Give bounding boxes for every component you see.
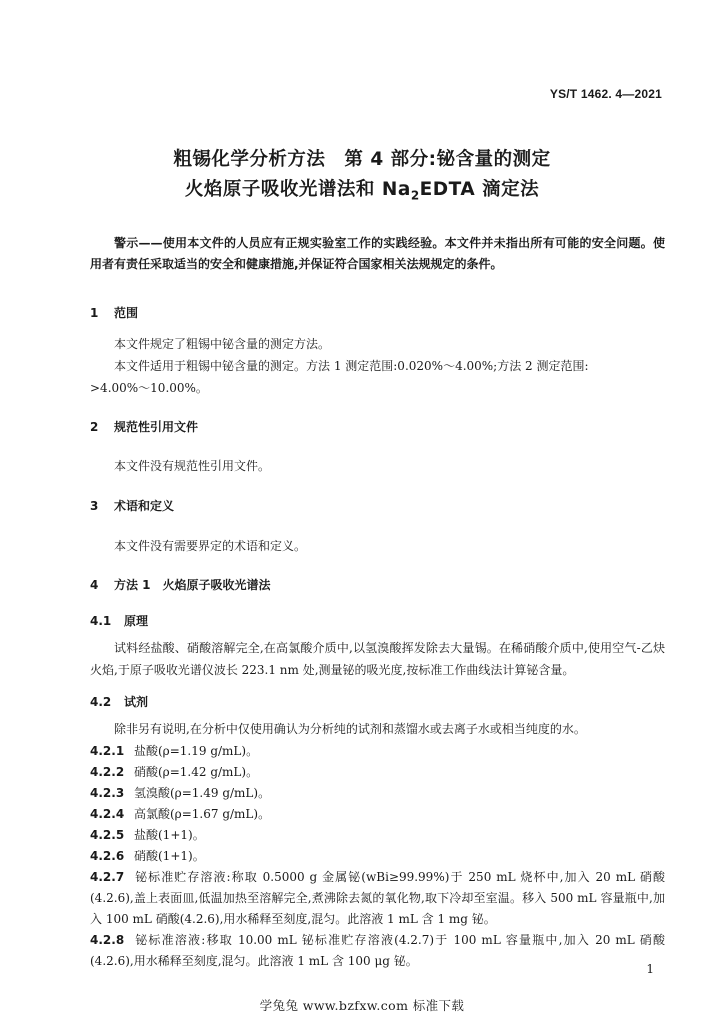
section-4-number: 4 [90, 578, 99, 592]
reagent-item [90, 783, 665, 804]
title-line-2 [0, 175, 724, 203]
section-2-heading [90, 418, 198, 435]
reagent-text: 盐酸(1+1)。 [134, 828, 205, 842]
section-4-2-heading [90, 693, 148, 710]
title-subscript: 2 [410, 188, 420, 203]
reagent-text: 高氯酸(ρ=1.67 g/mL)。 [134, 807, 271, 821]
section-4-title: 方法 1 火焰原子吸收光谱法 [114, 578, 271, 592]
reagent-text: 铋标准溶液:移取 10.00 mL 铋标准贮存溶液(4.2.7)于 100 mL 容量瓶中,加入 20 mL 硝酸(4.2.6),用水稀释至刻度,混匀。此溶液 1 mL 含 100 μg 铋。 [90, 933, 665, 968]
reagent-text: 盐酸(ρ=1.19 g/mL)。 [134, 744, 259, 758]
reagent-item [90, 846, 665, 867]
reagent-number: 4.2.4 [90, 807, 125, 821]
section-4-heading [90, 576, 271, 593]
section-3-number: 3 [90, 499, 99, 513]
title-line-2-post: EDTA 滴定法 [419, 179, 540, 200]
reagent-number: 4.2.8 [90, 933, 125, 947]
section-2-title: 规范性引用文件 [114, 420, 199, 434]
section-1-para-2: 本文件适用于粗锡中铋含量的测定。方法 1 测定范围:0.020%～4.00%;方法 2 测定范围: [114, 359, 589, 373]
section-1-para-2-cont: >4.00%～10.00%。 [90, 381, 208, 395]
section-1-para-1: 本文件规定了粗锡中铋含量的测定方法。 [114, 337, 331, 351]
warning-paragraph: 警示——使用本文件的人员应有正规实验室工作的实践经验。本文件并未指出所有可能的安全问题。使用者有责任采取适当的安全和健康措施,并保证符合国家相关法规规定的条件。 [90, 236, 665, 271]
section-3-title: 术语和定义 [114, 499, 175, 513]
reagent-number: 4.2.3 [90, 786, 125, 800]
section-4-1-para-1: 试料经盐酸、硝酸溶解完全,在高氯酸介质中,以氢溴酸挥发除去大量锡。在稀硝酸介质中,使用空气-乙炔火焰,于原子吸收光谱仪波长 223.1 nm 处,测量铋的吸光度,按标准工作曲线法计算铋含量。 [90, 641, 665, 677]
section-2-para-1: 本文件没有规范性引用文件。 [114, 459, 271, 473]
reagent-item [90, 867, 665, 930]
section-3-para-1: 本文件没有需要界定的术语和定义。 [114, 539, 307, 553]
footer-watermark: 学兔兔 www.bzfxw.com 标准下载 [259, 998, 465, 1013]
section-4-2-title: 试剂 [124, 695, 149, 709]
title-line-2-pre: 火焰原子吸收光谱法和 Na [184, 179, 411, 200]
reagent-item [90, 741, 665, 762]
section-4-2-para-1: 除非另有说明,在分析中仅使用确认为分析纯的试剂和蒸馏水或去离子水或相当纯度的水。 [114, 722, 586, 736]
page-number: 1 [646, 962, 654, 976]
section-4-2-number: 4.2 [90, 695, 112, 709]
section-2-number: 2 [90, 420, 99, 434]
reagent-number: 4.2.7 [90, 870, 125, 884]
reagent-item [90, 825, 665, 846]
reagent-item [90, 804, 665, 825]
reagent-text: 硝酸(ρ=1.42 g/mL)。 [134, 765, 259, 779]
reagent-text: 氢溴酸(ρ=1.49 g/mL)。 [134, 786, 271, 800]
reagent-text: 硝酸(1+1)。 [134, 849, 205, 863]
section-3-heading [90, 497, 174, 514]
reagent-number: 4.2.5 [90, 828, 125, 842]
title-line-1: 粗锡化学分析方法 第 4 部分:铋含量的测定 [173, 149, 551, 170]
section-4-1-heading [90, 612, 148, 629]
section-4-1-title: 原理 [124, 614, 149, 628]
reagent-item [90, 762, 665, 783]
section-1-heading [90, 304, 138, 321]
standard-code: YS/T 1462. 4—2021 [549, 87, 662, 101]
section-1-number: 1 [90, 306, 99, 320]
reagent-item [90, 930, 665, 972]
section-4-1-number: 4.1 [90, 614, 112, 628]
reagent-number: 4.2.1 [90, 744, 125, 758]
reagent-text: 铋标准贮存溶液:称取 0.5000 g 金属铋(wBi≥99.99%)于 250 mL 烧杯中,加入 20 mL 硝酸(4.2.6),盖上表面皿,低温加热至溶解完全,煮沸除去氮的氧化物,取下冷却至室温。移入 500 mL 容量瓶中,加入 100 mL 硝酸(4.2.6),用水稀释至刻度,混匀。此溶液 1 mL 含 1 mg 铋。 [90, 870, 665, 926]
reagent-number: 4.2.2 [90, 765, 125, 779]
reagent-number: 4.2.6 [90, 849, 125, 863]
section-1-title: 范围 [114, 306, 139, 320]
